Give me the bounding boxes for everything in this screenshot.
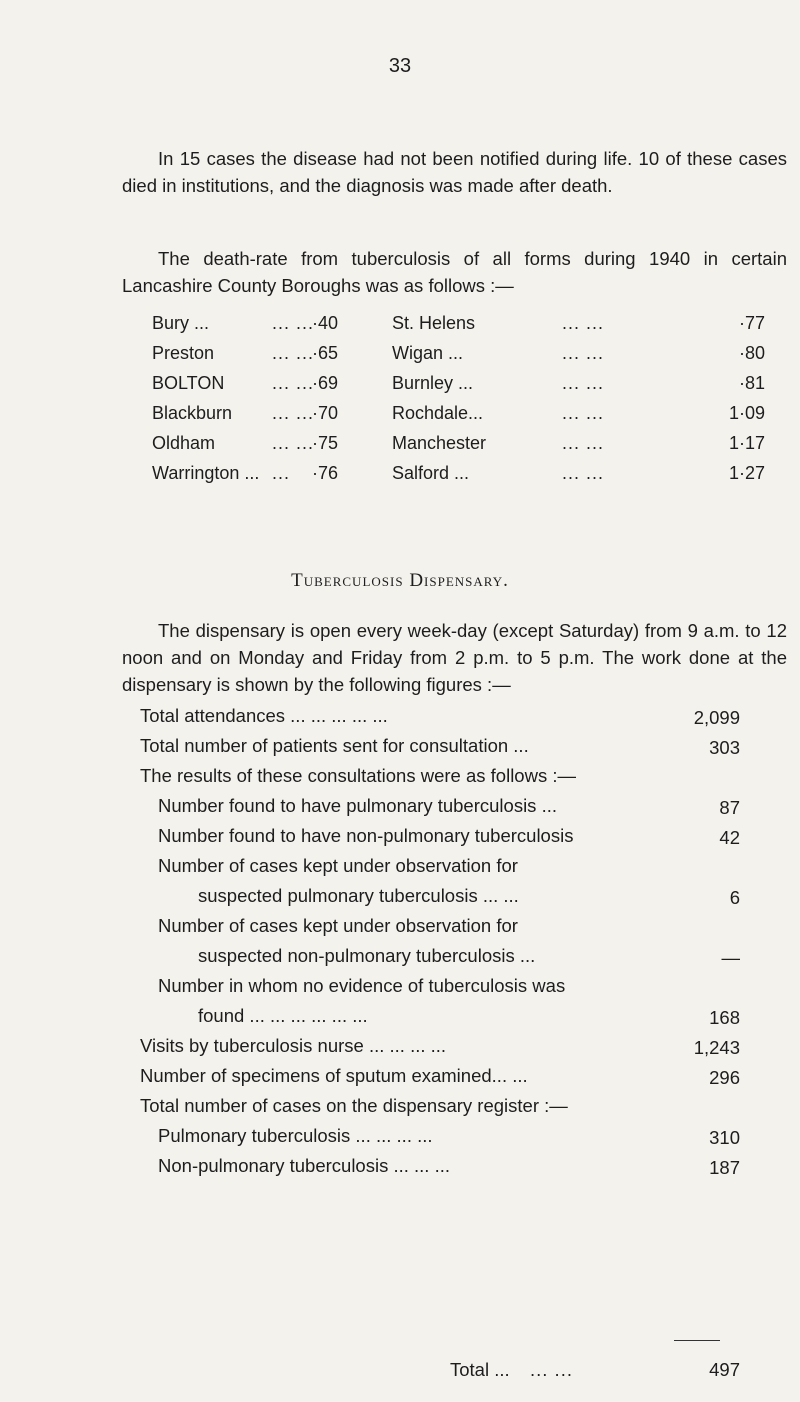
rate-value: ·75 — [312, 433, 339, 453]
stat-value: 310 — [709, 1127, 740, 1148]
stat-value: 2,099 — [693, 707, 740, 728]
stat-label: Non-pulmonary tuberculosis ... ... ... — [158, 1155, 451, 1176]
rate-value: ·77 — [738, 313, 765, 333]
stat-row — [140, 853, 740, 883]
total-rule — [674, 1340, 720, 1341]
rate-borough-name: Salford ... — [392, 463, 470, 483]
rate-borough-name: Oldham — [152, 433, 216, 453]
rate-value: ·69 — [312, 373, 339, 393]
rate-value: 1·09 — [728, 403, 765, 423]
stat-label: Number of specimens of sputum examined... ... — [140, 1065, 528, 1086]
stat-row — [140, 913, 740, 943]
total-label: Total ... — [450, 1359, 510, 1380]
rate-borough-name: Manchester — [392, 433, 487, 453]
stat-row — [140, 823, 740, 853]
stat-row — [140, 763, 740, 793]
rate-value: ·76 — [312, 463, 339, 483]
dispensary-statistics — [140, 703, 740, 1183]
rate-leader-dots: ... ... — [562, 373, 605, 393]
stat-label: The results of these consultations were as follows :— — [140, 765, 576, 786]
paragraph-notification: In 15 cases the disease had not been notified during life. 10 of these cases died in institutions, and the diagnosis was made after death. — [122, 148, 787, 196]
rate-leader-dots: ... ... — [272, 433, 315, 453]
stat-row — [140, 1093, 740, 1123]
rate-row — [152, 463, 792, 493]
stat-value: 303 — [709, 737, 740, 758]
stat-value: 6 — [729, 887, 740, 908]
stat-row — [140, 943, 740, 973]
stat-value: — — [721, 947, 740, 968]
rate-value: ·40 — [312, 313, 339, 333]
rate-borough-name: Bury ... — [152, 313, 210, 333]
rate-leader-dots: ... — [272, 463, 291, 483]
stat-row — [140, 883, 740, 913]
stat-value: 296 — [709, 1067, 740, 1088]
stat-value: 42 — [719, 827, 740, 848]
death-rate-table — [152, 313, 792, 493]
rate-leader-dots: ... ... — [272, 403, 315, 423]
rate-row — [152, 373, 792, 403]
stat-label: Number found to have non-pulmonary tuberculosis — [158, 825, 574, 846]
stat-value: 87 — [719, 797, 740, 818]
rate-leader-dots: ... ... — [562, 433, 605, 453]
rate-value: 1·17 — [728, 433, 765, 453]
rate-borough-name: Blackburn — [152, 403, 233, 423]
total-value: 497 — [709, 1359, 740, 1380]
stat-value: 1,243 — [693, 1037, 740, 1058]
stat-row — [140, 1123, 740, 1153]
rate-leader-dots: ... ... — [272, 313, 315, 333]
stat-value: 168 — [709, 1007, 740, 1028]
page-number: 33 — [388, 55, 412, 77]
rate-value: ·81 — [738, 373, 765, 393]
total-dots: ... ... — [530, 1359, 573, 1380]
stat-value: 187 — [709, 1157, 740, 1178]
stat-label: Number found to have pulmonary tuberculosis ... — [158, 795, 557, 816]
rate-value: ·70 — [312, 403, 339, 423]
stat-label: Number of cases kept under observation for — [158, 915, 518, 936]
section-title: Tuberculosis Dispensary. — [291, 570, 509, 591]
stat-row — [140, 703, 740, 733]
rate-leader-dots: ... ... — [562, 463, 605, 483]
rate-borough-name: Burnley ... — [392, 373, 474, 393]
stat-row — [140, 733, 740, 763]
stat-label: Total number of cases on the dispensary register :— — [140, 1095, 568, 1116]
stat-label: Total attendances ... ... ... ... ... — [140, 705, 388, 726]
stat-label: Visits by tuberculosis nurse ... ... ... ... — [140, 1035, 447, 1056]
rate-row — [152, 433, 792, 463]
stat-label: Total number of patients sent for consultation ... — [140, 735, 529, 756]
rate-borough-name: Warrington ... — [152, 463, 260, 483]
rate-leader-dots: ... ... — [562, 313, 605, 333]
stat-label: Pulmonary tuberculosis ... ... ... ... — [158, 1125, 433, 1146]
rate-row — [152, 343, 792, 373]
stat-row — [140, 793, 740, 823]
stat-row — [140, 1063, 740, 1093]
paragraph-death-rate-intro: The death-rate from tuberculosis of all forms during 1940 in certain Lancashire County Boroughs was as follows :— — [122, 248, 787, 296]
rate-leader-dots: ... ... — [562, 403, 605, 423]
rate-borough-name: St. Helens — [392, 313, 476, 333]
rate-leader-dots: ... ... — [562, 343, 605, 363]
rate-borough-name: Rochdale... — [392, 403, 484, 423]
stat-label: found ... ... ... ... ... ... — [198, 1005, 368, 1026]
stat-label: Number in whom no evidence of tuberculosis was — [158, 975, 566, 996]
stat-row — [140, 973, 740, 1003]
rate-value: ·65 — [312, 343, 339, 363]
rate-value: ·80 — [738, 343, 765, 363]
stat-row — [140, 1003, 740, 1033]
rate-value: 1·27 — [728, 463, 765, 483]
rate-leader-dots: ... ... — [272, 343, 315, 363]
rate-borough-name: BOLTON — [152, 373, 225, 393]
stat-row — [140, 1153, 740, 1183]
rate-leader-dots: ... ... — [272, 373, 315, 393]
stat-row — [140, 1033, 740, 1063]
rate-borough-name: Wigan ... — [392, 343, 464, 363]
stat-label: suspected pulmonary tuberculosis ... ... — [198, 885, 519, 906]
rate-row — [152, 403, 792, 433]
stat-label: suspected non-pulmonary tuberculosis ... — [198, 945, 536, 966]
rate-borough-name: Preston — [152, 343, 215, 363]
stat-label: Number of cases kept under observation for — [158, 855, 518, 876]
paragraph-dispensary-hours: The dispensary is open every week-day (except Saturday) from 9 a.m. to 12 noon and on Monday and Friday from 2 p.m. to 5 p.m. The work done at the dispensary is shown by the following figures :— — [122, 620, 787, 695]
rate-row — [152, 313, 792, 343]
